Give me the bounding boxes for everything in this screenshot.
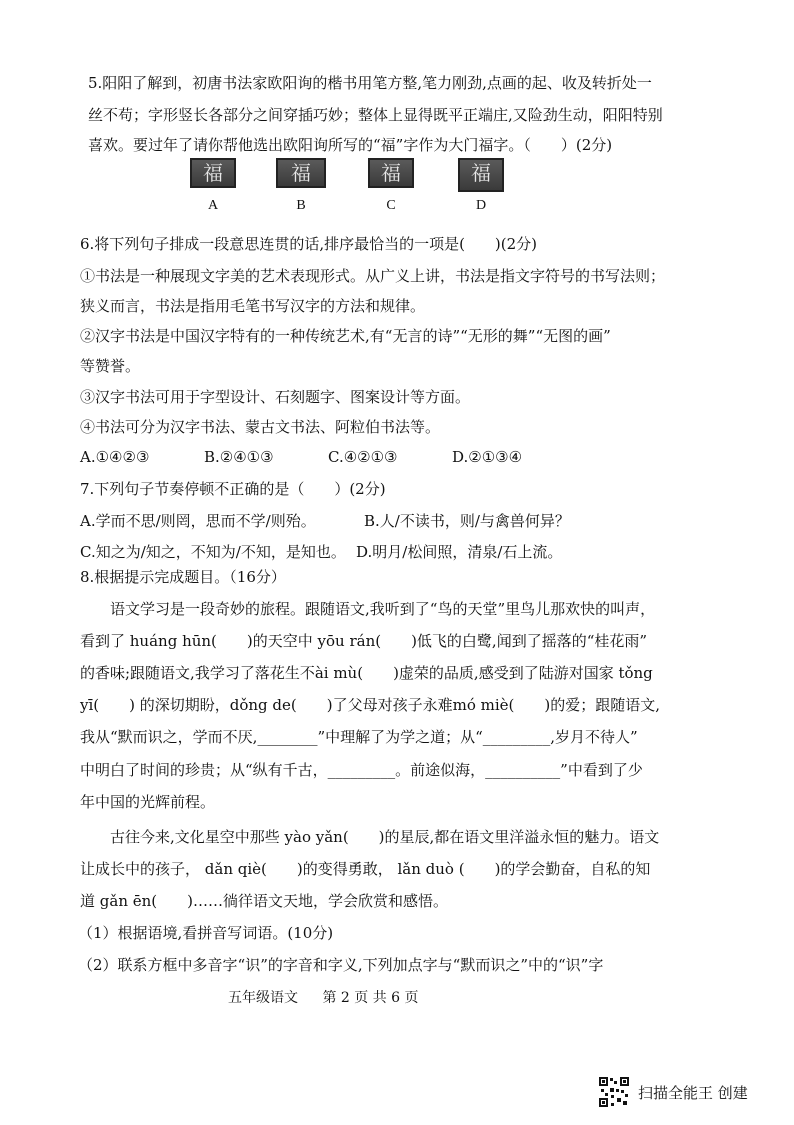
qr-code-icon <box>598 1076 630 1108</box>
q8-para2-line-1: 古往今来,文化星空中那些 yào yǎn( )的星辰,都在语文里洋溢永恒的魅力。语文 <box>80 828 660 846</box>
q8-para1-line-7: 年中国的光辉前程。 <box>80 793 216 811</box>
q6-option-d[interactable]: D.②①③④ <box>452 448 523 466</box>
fu-calligraphy-image-c: 福 <box>368 158 414 188</box>
q8-para2-line-3: 道 gǎn ēn( )……徜徉语文天地，学会欣赏和感悟。 <box>80 892 448 910</box>
q6-sentence-line-2: 狭义而言，书法是指用毛笔书写汉字的方法和规律。 <box>80 297 426 315</box>
q6-option-a[interactable]: A.①④②③ <box>80 448 150 466</box>
q8-para1-line-4: yī( ) 的深切期盼，dǒng de( )了父母对孩子永难mó miè( )的爱；跟随语文, <box>80 696 660 714</box>
q8-para1-line-6: 中明白了时间的珍贵；从“纵有千古，_________。前途似海，__________”中看到了少 <box>80 761 643 779</box>
q6-option-c[interactable]: C.④②①③ <box>328 448 398 466</box>
q5-choices <box>188 158 518 228</box>
q7-option-d[interactable]: D.明月/松间照，清泉/石上流。 <box>356 543 563 561</box>
fu-calligraphy-image-a: 福 <box>190 158 236 188</box>
q6-option-b[interactable]: B.②④①③ <box>204 448 274 466</box>
q8-para2-line-2: 让成长中的孩子， dǎn qiè( )的变得勇敢， lǎn duò ( )的学会勤奋，自私的知 <box>80 860 651 878</box>
q6-sentence-line-1: ①书法是一种展现文字美的艺术表现形式。从广义上讲，书法是指文字符号的书写法则； <box>80 267 666 285</box>
page-footer <box>228 987 439 1007</box>
q5-line-2: 丝不苟；字形竖长各部分之间穿插巧妙；整体上显得既平正端庄,又险劲生动，阳阳特别 <box>88 106 663 124</box>
q6-sentence-line-5: ③汉字书法可用于字型设计、石刻题字、图案设计等方面。 <box>80 388 471 406</box>
choice-label-c: C <box>386 198 396 213</box>
q8-sub-question-2: （2）联系方框中多音字“识”的字音和字义,下列加点字与“默而识之”中的“识”字 <box>78 956 604 974</box>
footer-subject: 五年级语文 <box>228 990 298 1006</box>
choice-label-d: D <box>475 198 487 213</box>
q8-para1-line-2: 看到了 huáng hūn( )的天空中 yōu rán( )低飞的白鹭,闻到了摇落的“桂花雨” <box>80 632 648 650</box>
fu-calligraphy-image-d: 福 <box>458 158 504 192</box>
footer-page-number: 第 2 页 共 6 页 <box>322 990 419 1006</box>
q8-para1-line-3: 的香味;跟随语文,我学习了落花生不ài mù( )虚荣的品质,感受到了陆游对国家 tǒng <box>80 664 653 682</box>
q8-para1-line-5: 我从“默而识之，学而不厌,________”中理解了为学之道；从“_________,岁月不待人” <box>80 728 638 746</box>
q7-options-row-2 <box>80 541 640 561</box>
q7-option-a[interactable]: A.学而不思/则罔，思而不学/则殆。 <box>80 512 316 530</box>
q6-sentence-line-3: ②汉字书法是中国汉字特有的一种传统艺术,有“无言的诗”“无形的舞”“无图的画” <box>80 327 611 345</box>
q6-sentence-line-6: ④书法可分为汉字书法、蒙古文书法、阿粒伯书法等。 <box>80 418 441 436</box>
choice-c[interactable] <box>366 158 416 214</box>
q8-para1-line-1: 语文学习是一段奇妙的旅程。跟随语文,我听到了“鸟的天堂”里鸟儿那欢快的叫声， <box>80 600 656 618</box>
q6-stem: 6.将下列句子排成一段意思连贯的话,排序最恰当的一项是( )(2分) <box>80 235 538 253</box>
q5-line-1: 5.阳阳了解到，初唐书法家欧阳询的楷书用笔方整,笔力刚劲,点画的起、收及转折处一 <box>88 74 652 92</box>
q7-option-b[interactable]: B.人/不读书，则/与禽兽何异？ <box>364 512 570 530</box>
q7-option-c[interactable]: C.知之为/知之，不知为/不知，是知也。 <box>80 543 346 561</box>
choice-label-a: A <box>207 198 219 213</box>
q7-stem: 7.下列句子节奏停顿不正确的是（ ）(2分) <box>80 480 386 498</box>
scanner-watermark <box>598 1075 748 1109</box>
q7-options-row-1 <box>80 510 620 530</box>
q6-sentence-line-4: 等赞誉。 <box>80 357 141 375</box>
q5-line-3: 喜欢。要过年了请你帮他选出欧阳询所写的“福”字作为大门福字。（ ）(2分) <box>88 136 613 154</box>
choice-label-b: B <box>296 198 306 213</box>
q6-options <box>80 448 540 468</box>
choice-b[interactable] <box>276 158 326 214</box>
q8-stem: 8.根据提示完成题目。（16分） <box>80 568 286 586</box>
scanner-watermark-text: 扫描全能王 创建 <box>638 1083 748 1102</box>
choice-a[interactable] <box>188 158 238 214</box>
choice-d[interactable] <box>456 158 506 214</box>
fu-calligraphy-image-b: 福 <box>276 158 326 188</box>
q8-sub-question-1: （1）根据语境,看拼音写词语。(10分) <box>78 924 334 942</box>
